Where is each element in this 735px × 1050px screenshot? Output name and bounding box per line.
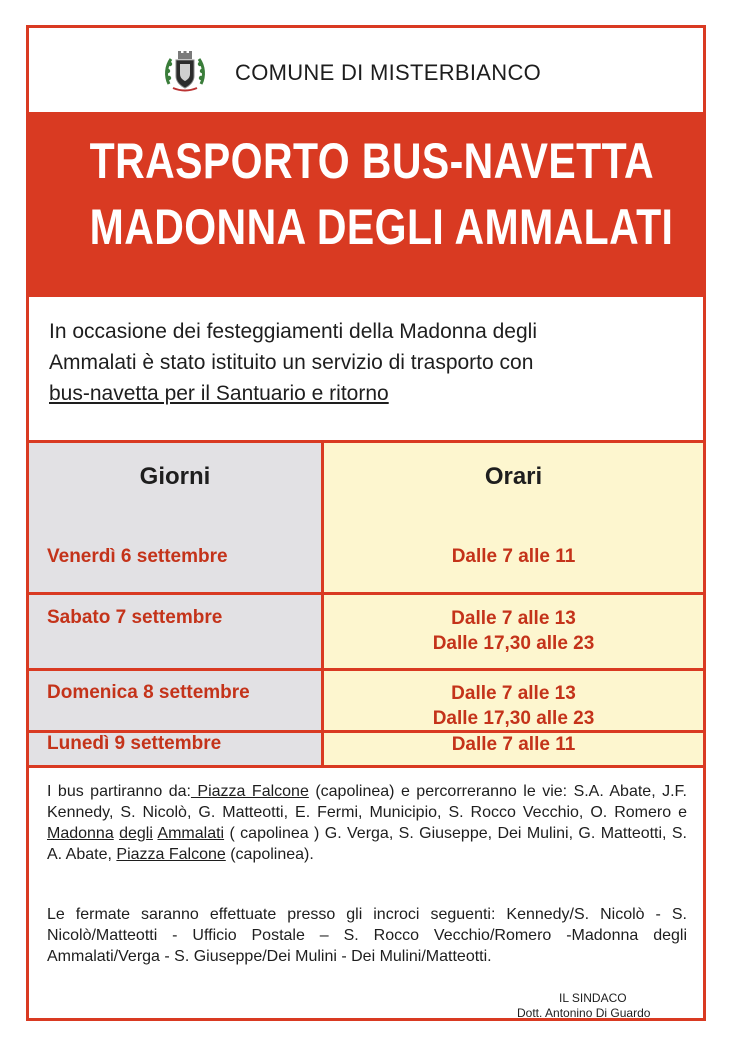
header-times: Orari — [484, 463, 543, 490]
poster-frame — [26, 25, 706, 1021]
days-column — [29, 443, 321, 765]
stops-paragraph: Le fermate saranno effettuate presso gli incroci seguenti: Kennedy/S. Nicolò - S. Nicolò/Matteotti - Ufficio Postale – S. Rocco Vecchio/Romero -Madonna degli Ammalati/Verga - S. Giuseppe/Dei Mulini - Dei Mulini/Matteotti. — [47, 906, 687, 965]
row-time: Dalle 17,30 alle 23 — [432, 708, 595, 729]
municipal-crest-icon — [163, 50, 207, 94]
signature-role: IL SINDACO — [559, 991, 627, 1005]
header — [29, 28, 703, 112]
row-time: Dalle 7 alle 13 — [451, 608, 576, 629]
route-place: Ammalati — [157, 825, 225, 842]
row-day: Sabato 7 settembre — [47, 607, 223, 628]
row-time: Dalle 17,30 alle 23 — [432, 633, 595, 654]
section-divider — [29, 765, 703, 768]
route-text: I bus partiranno da — [47, 783, 187, 800]
route-place: degli — [119, 825, 153, 842]
title-banner — [29, 112, 703, 297]
route-text: (capolinea). — [225, 846, 314, 863]
route-place: Madonna — [47, 825, 114, 842]
route-text: ( capolinea ) G. Verga, S. Giuseppe, Dei Mulini, G. Matteotti, S. A. Abate, — [47, 825, 687, 863]
header-days: Giorni — [139, 463, 211, 490]
route-text: (capolinea) e percorreranno le vie: S.A. Abate, J.F. Kennedy, S. Nicolò, G. Matteotti, E. Fermi, Municipio, S. Rocco Vecchio, O. Romero e — [47, 783, 688, 821]
banner-line-1: TRASPORTO BUS-NAVETTA — [89, 133, 655, 189]
row-time: Dalle 7 alle 13 — [451, 683, 576, 704]
route-place: Piazza Falcone — [190, 783, 309, 800]
intro-line-1: In occasione dei festeggiamenti della Madonna degli — [49, 320, 537, 343]
row-divider — [29, 668, 703, 671]
row-time: Dalle 7 alle 11 — [451, 734, 576, 755]
row-day: Domenica 8 settembre — [47, 682, 250, 703]
schedule-table — [29, 443, 703, 765]
row-time: Dalle 7 alle 11 — [451, 546, 576, 567]
banner-line-2: MADONNA DEGLI AMMALATI — [89, 199, 674, 255]
route-text: : — [186, 783, 191, 800]
route-place: Piazza Falcone — [116, 846, 226, 863]
intro-line-2: Ammalati è stato istituito un servizio di trasporto con — [49, 351, 534, 374]
row-day: Lunedì 9 settembre — [47, 733, 222, 754]
row-day: Venerdì 6 settembre — [47, 546, 228, 567]
route-paragraph — [47, 781, 687, 865]
row-divider — [29, 592, 703, 595]
intro-paragraph — [49, 316, 689, 409]
intro-line-3: bus-navetta per il Santuario e ritorno — [49, 382, 389, 405]
comune-title: COMUNE DI MISTERBIANCO — [235, 60, 542, 85]
signature-name: Dott. Antonino Di Guardo — [517, 1006, 651, 1020]
